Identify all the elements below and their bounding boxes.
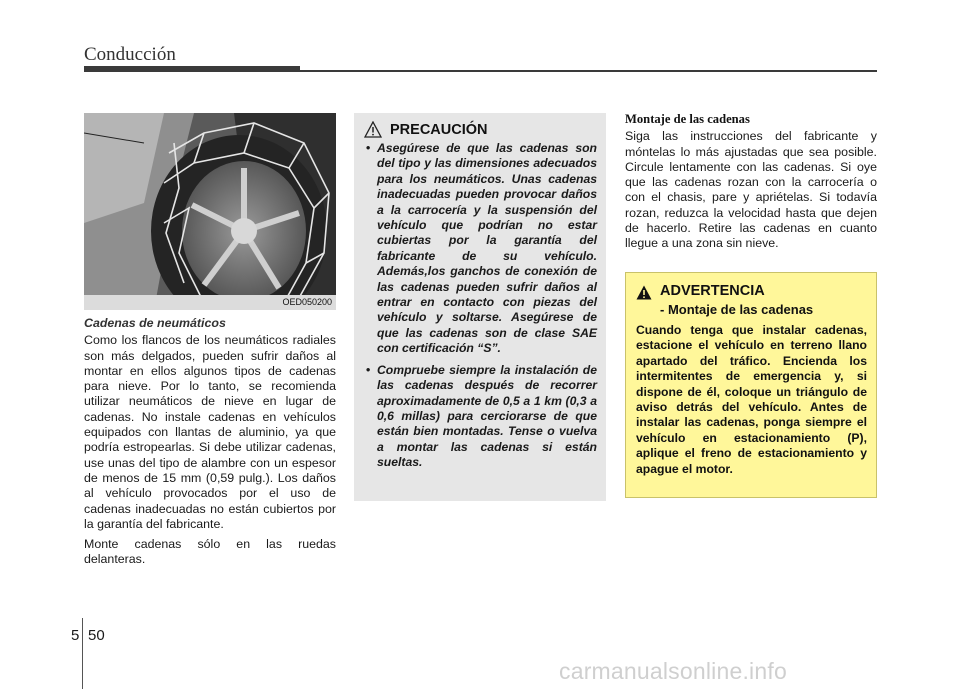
section-title: Conducción: [84, 44, 176, 65]
watermark: carmanualsonline.info: [559, 658, 787, 684]
caution-title: PRECAUCIÓN: [390, 121, 488, 138]
warning-triangle-icon: [636, 285, 652, 300]
caution-box: [354, 113, 606, 501]
tire-chain-illustration: [84, 113, 336, 310]
header-rule-thin: [300, 70, 877, 72]
chapter-number: 5: [71, 627, 80, 644]
paragraph: Monte cadenas sólo en las ruedas delanteras.: [84, 537, 336, 567]
paragraph: Siga las instrucciones del fabricante y móntelas lo más ajustadas que sea posible. Circule lentamente con las cadenas. Si oye que las cadenas rozan con la carrocería o con el chasis, pare y apriételas. Si todavía rozan, reduzca la velocidad hasta que dejen de hacerlo. Retire las cadenas en cuanto llegue a una zona sin nieve.: [625, 129, 877, 251]
paragraph: Como los flancos de los neumáticos radiales son más delgados, pueden sufrir daños al montar en ellos algunos tipos de cadenas para nieve. Por lo tanto, se recomienda utilizar neumáticos de nieve en lugar de cadenas. No instale cadenas en vehículos equipados con llantas de aluminio, ya que podría estropearlas. Si debe utilizar cadenas, use unas del tipo de alambre con un espesor de menos de 15 mm (0,59 pulg.). Los daños al vehículo provocados por el uso de cadenas inadecuadas no están cubiertos por la garantía del fabricante.: [84, 333, 336, 531]
warning-title: ADVERTENCIA: [660, 283, 765, 299]
footer-divider: [82, 618, 83, 689]
header-rule-thick: [84, 66, 300, 72]
chain-installation-section: [625, 112, 877, 252]
list-item: • Asegúrese de que las cadenas son del tipo y las dimensiones adecuados para los neumáticos. Unas cadenas inadecuadas pueden provocar daños a la carrocería y la suspensión del vehículo que podrían no estar cubiertas por la garantía del fabricante de su vehículo. Además,los ganchos de conexión de las cadenas pueden sufrir daños al entrar en contacto con piezas del vehículo y soltarse. Asegúrese de que las cadenas son de clase SAE con certificación “S”.: [364, 141, 597, 357]
warning-box: [625, 272, 877, 498]
tire-chains-section: [84, 316, 336, 573]
page-number: 50: [88, 627, 105, 644]
caution-triangle-icon: [364, 121, 382, 138]
warning-text: Cuando tenga que instalar cadenas, estacione el vehículo en terreno llano apartado del tráfico. Encienda los intermitentes de emergencia y, si dispone de él, coloque un triángulo de aviso detrás del vehículo. Antes de instalar las cadenas, ponga siempre el vehículo en estacionamiento (P), aplique el freno de estacionamiento y apague el motor.: [636, 323, 867, 476]
warning-subtitle: - Montaje de las cadenas: [660, 302, 814, 317]
caution-list: [364, 141, 597, 471]
tire-chain-photo: [84, 113, 336, 310]
figure-code: OED050200: [282, 297, 332, 307]
subheading: Cadenas de neumáticos: [84, 316, 226, 330]
list-item: • Compruebe siempre la instalación de las cadenas después de recorrer aproximadamente de 0,5 a 1 km (0,3 a 0,6 millas) para cerciorarse de que están bien montadas. Tense o vuelva a montar las cadenas si están sueltas.: [364, 363, 597, 471]
section-heading: Montaje de las cadenas: [625, 112, 750, 126]
